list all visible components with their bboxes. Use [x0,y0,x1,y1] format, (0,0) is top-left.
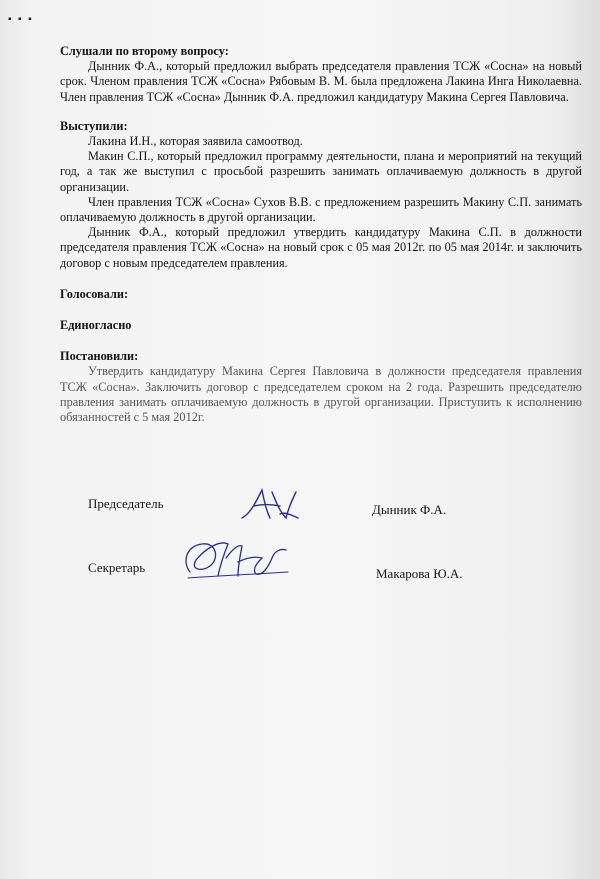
speaker-paragraph: Макин С.П., который предложил программу деятельности, плана и мероприятий на текущий год, а так же выступил с просьбой разрешить занимать оплачиваемую должность в другой организации. [60,149,582,194]
chairman-name: Дынник Ф.А. [372,502,447,517]
section-heard-text: Дынник Ф.А., который предложил выбрать председателя правления ТСЖ «Сосна» на новый срок. Членом правления ТСЖ «Сосна» Рябовым В. М. была предложена Лакина Инга Николаевна. Член правления ТСЖ «Сосна» Дынник Ф.А. предложил кандидатуру Макина Сергея Павловича. [60,59,582,104]
resolution-title: Постановили: [60,349,139,364]
header-marks: ▪ ▪ ▪ [8,14,34,25]
protocol-body [60,44,582,425]
section-speakers-title: Выступили: [60,118,128,133]
voting-title: Голосовали: [60,286,129,301]
section-heard-title: Слушали по второму вопросу: [60,44,229,58]
secretary-signature [176,532,296,588]
chairman-label: Председатель [88,496,164,511]
speaker-paragraph: Лакина И.Н., которая заявила самоотвод. [88,134,303,149]
secretary-label: Секретарь [88,560,146,575]
voting-result: Единогласно [60,318,132,333]
speaker-paragraph: Дынник Ф.А., который предложил утвердить кандидатуру Макина С.П. в должности председателя правления ТСЖ «Сосна» на новый срок с 05 мая 2012г. по 05 мая 2014г. и заключить договор с новым председателем правления. [60,225,582,270]
speaker-paragraph: Член правления ТСЖ «Сосна» Сухов В.В. с предложением разрешить Макину С.П. занимать оплачиваемую должность в другой организации. [60,194,582,225]
secretary-name: Макарова Ю.А. [376,566,463,581]
resolution-text: Утвердить кандидатуру Макина Сергея Павловича в должности председателя правления ТСЖ «Сосна». Заключить договор с председателем сроком на 2 года. Разрешить председателю правления занимать оплачиваемую должность в другой организации. Приступить к исполнению обязанностей с 5 мая 2012г. [60,364,582,425]
chairman-signature [236,484,306,528]
